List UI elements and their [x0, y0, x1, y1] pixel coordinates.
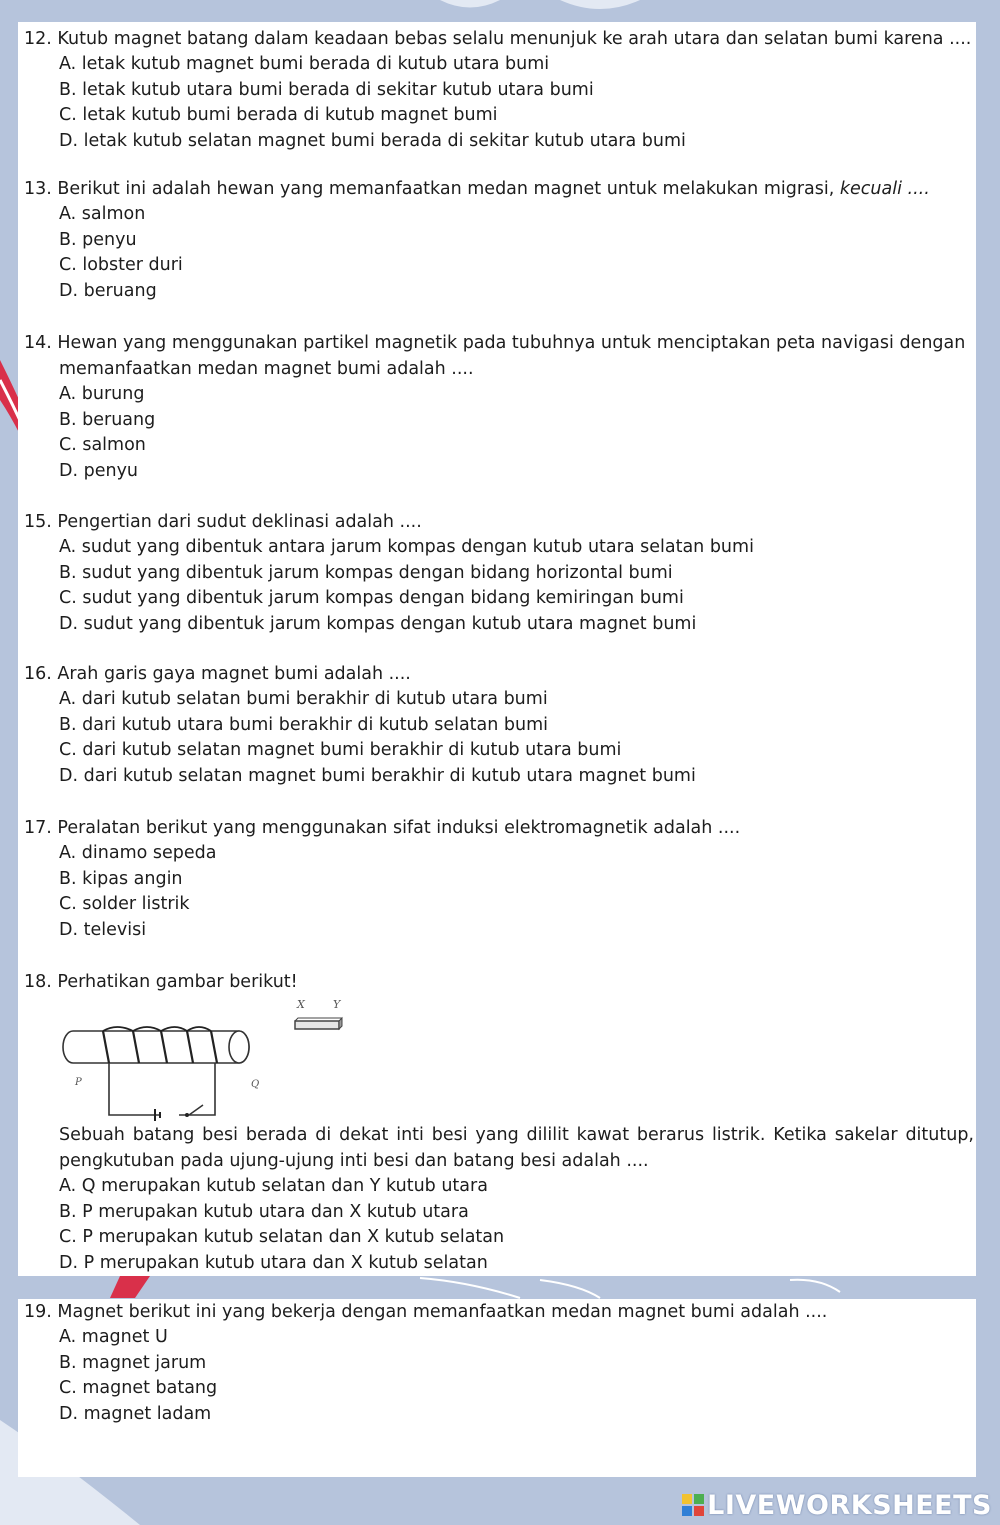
option-c[interactable]: C. sudut yang dibentuk jarum kompas dengan bidang kemiringan bumi	[59, 588, 684, 609]
question-stem: 18. Perhatikan gambar berikut!	[24, 972, 298, 992]
question-14	[24, 330, 974, 484]
option-b[interactable]: B. beruang	[59, 409, 156, 430]
option-d[interactable]: D. penyu	[59, 460, 139, 481]
option-d[interactable]: D. sudut yang dibentuk jarum kompas dengan kutub utara magnet bumi	[59, 613, 697, 634]
label-x: X	[297, 998, 305, 1011]
question-18	[24, 969, 974, 1277]
label-p: P	[75, 1077, 82, 1088]
option-c[interactable]: C. magnet batang	[59, 1378, 218, 1399]
question-12	[24, 26, 974, 154]
question-stem: 17. Peralatan berikut yang menggunakan sifat induksi elektromagnetik adalah ....	[24, 818, 741, 838]
question-stem-line2: memanfaatkan medan magnet bumi adalah ....	[59, 359, 474, 379]
option-d[interactable]: D. dari kutub selatan magnet bumi berakhir di kutub utara magnet bumi	[59, 765, 696, 786]
question-stem	[24, 176, 974, 202]
question-13	[24, 176, 974, 304]
option-c[interactable]: C. lobster duri	[59, 255, 183, 276]
option-d[interactable]: D. beruang	[59, 280, 157, 301]
option-a[interactable]: A. Q merupakan kutub selatan dan Y kutub utara	[59, 1176, 488, 1197]
option-c[interactable]: C. letak kutub bumi berada di kutub magnet bumi	[59, 105, 498, 126]
option-d[interactable]: D. televisi	[59, 919, 147, 940]
question-19	[24, 1299, 974, 1427]
question-stem-italic: kecuali ....	[839, 179, 930, 199]
option-d[interactable]: D. P merupakan kutub utara dan X kutub selatan	[59, 1252, 488, 1273]
liveworksheets-icon	[682, 1494, 704, 1516]
label-q: Q	[251, 1079, 260, 1090]
worksheet-panel	[18, 22, 976, 1276]
option-a[interactable]: A. dari kutub selatan bumi berakhir di kutub utara bumi	[59, 689, 548, 709]
option-c[interactable]: C. P merupakan kutub selatan dan X kutub selatan	[59, 1227, 505, 1248]
option-b[interactable]: B. penyu	[59, 229, 137, 250]
label-y: Y	[333, 998, 341, 1011]
question-stem: 19. Magnet berikut ini yang bekerja dengan memanfaatkan medan magnet bumi adalah ....	[24, 1302, 828, 1322]
option-b[interactable]: B. sudut yang dibentuk jarum kompas dengan bidang horizontal bumi	[59, 562, 673, 583]
option-d[interactable]: D. letak kutub selatan magnet bumi berada di sekitar kutub utara bumi	[59, 130, 686, 151]
option-a[interactable]: A. burung	[59, 384, 145, 404]
question-stem-line1: 14. Hewan yang menggunakan partikel magnetik pada tubuhnya untuk menciptakan peta navigasi dengan	[24, 333, 966, 353]
electromagnet-figure	[59, 995, 974, 1123]
option-a[interactable]: A. dinamo sepeda	[59, 843, 217, 863]
worksheet-panel-2	[18, 1299, 976, 1477]
option-b[interactable]: B. magnet jarum	[59, 1352, 207, 1373]
question-stem-main: 13. Berikut ini adalah hewan yang memanfaatkan medan magnet untuk melakukan migrasi,	[24, 179, 840, 199]
brand-text: LIVEWORKSHEETS	[707, 1490, 992, 1521]
electromagnet-diagram	[59, 995, 359, 1123]
option-b[interactable]: B. P merupakan kutub utara dan X kutub utara	[59, 1201, 469, 1222]
question-stem: 12. Kutub magnet batang dalam keadaan bebas selalu menunjuk ke arah utara dan selatan bumi karena ....	[24, 29, 972, 49]
option-d[interactable]: D. magnet ladam	[59, 1403, 212, 1424]
option-a[interactable]: A. sudut yang dibentuk antara jarum kompas dengan kutub utara selatan bumi	[59, 537, 754, 557]
option-c[interactable]: C. salmon	[59, 435, 146, 456]
question-15	[24, 509, 974, 637]
question-paragraph: Sebuah batang besi berada di dekat inti besi yang dililit kawat berarus listrik. Ketika sakelar ditutup, pengkutuban pada ujung-ujung inti besi dan batang besi adalah ....	[59, 1125, 974, 1171]
option-b[interactable]: B. letak kutub utara bumi berada di sekitar kutub utara bumi	[59, 79, 594, 100]
liveworksheets-logo[interactable]	[682, 1490, 992, 1521]
option-a[interactable]: A. magnet U	[59, 1327, 168, 1347]
question-17	[24, 815, 974, 943]
option-b[interactable]: B. kipas angin	[59, 868, 183, 889]
question-stem	[24, 330, 974, 382]
option-c[interactable]: C. dari kutub selatan magnet bumi berakhir di kutub utara bumi	[59, 740, 622, 761]
question-16	[24, 661, 974, 789]
option-b[interactable]: B. dari kutub utara bumi berakhir di kutub selatan bumi	[59, 714, 549, 735]
option-c[interactable]: C. solder listrik	[59, 894, 190, 915]
question-stem: 15. Pengertian dari sudut deklinasi adalah ....	[24, 512, 422, 532]
question-stem: 16. Arah garis gaya magnet bumi adalah ....	[24, 664, 411, 684]
option-a[interactable]: A. letak kutub magnet bumi berada di kutub utara bumi	[59, 54, 550, 74]
option-a[interactable]: A. salmon	[59, 204, 146, 224]
